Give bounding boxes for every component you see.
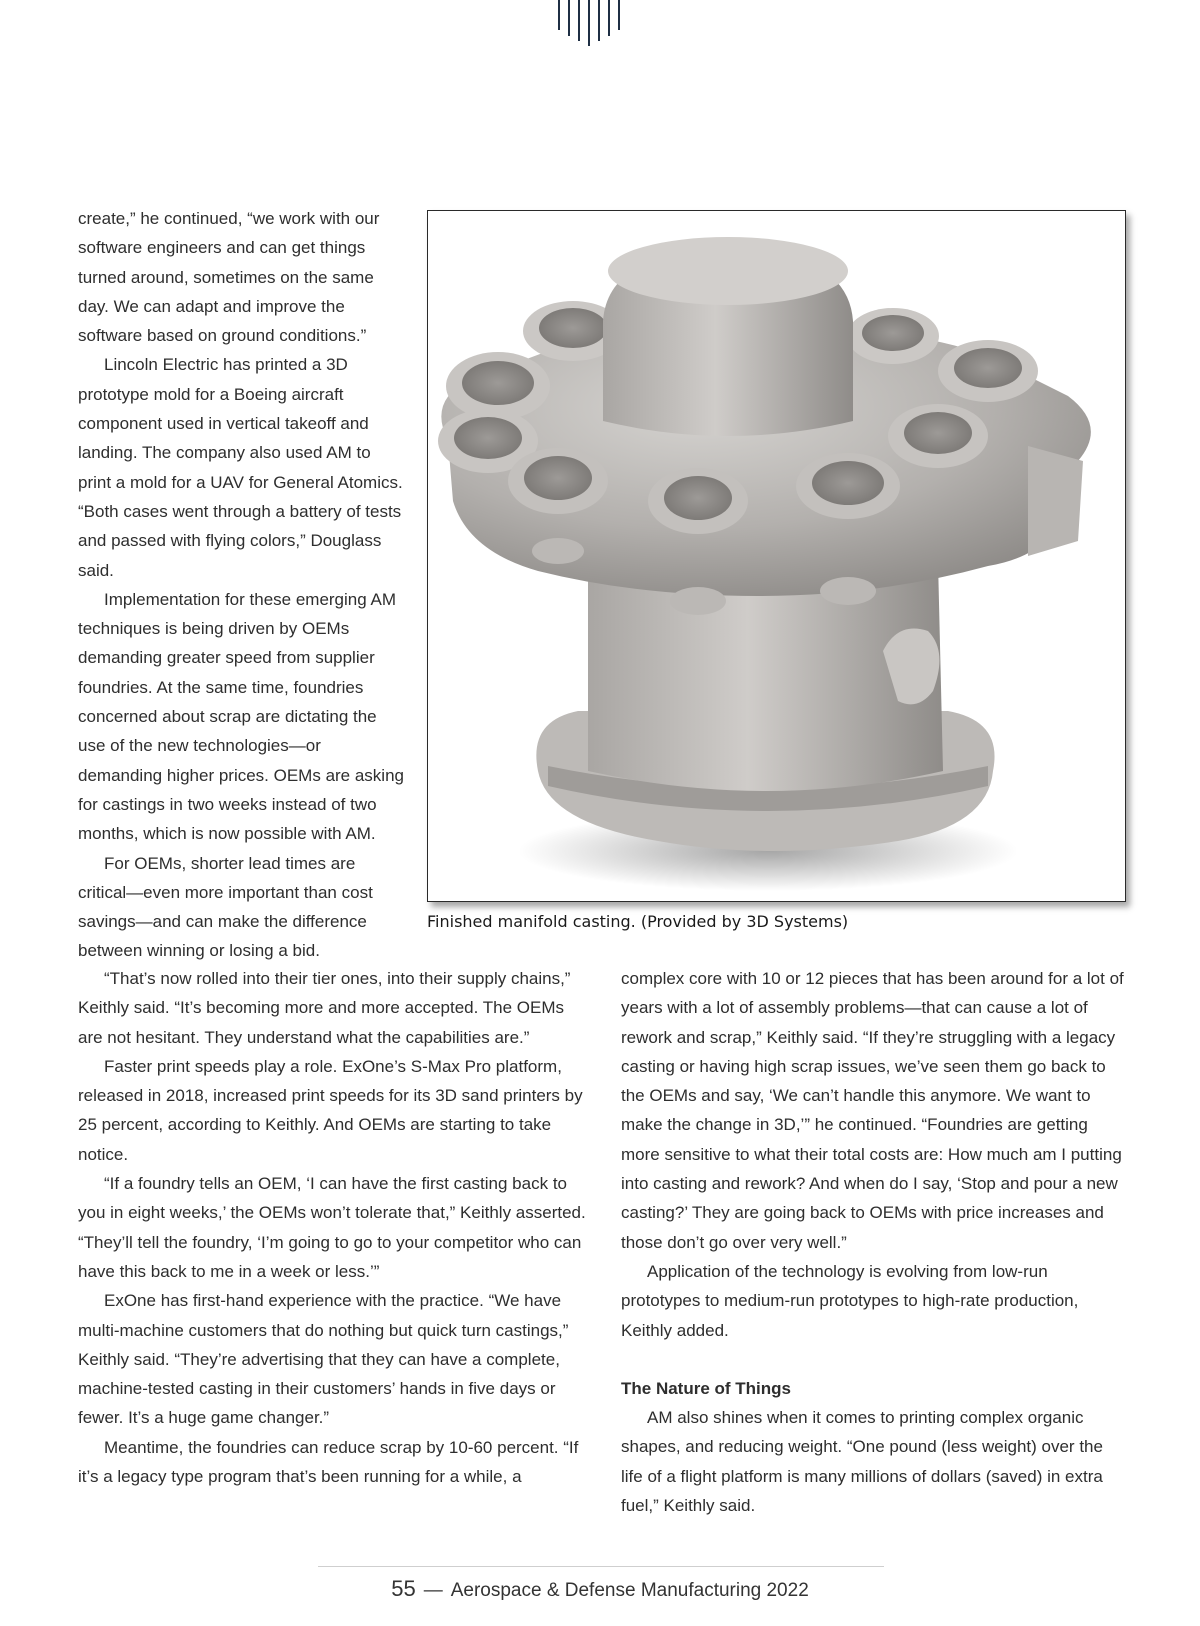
footer-divider <box>318 1566 884 1567</box>
paragraph: Meantime, the foundries can reduce scrap by 10-60 percent. “If it’s a legacy type program that’s been running for a while, a <box>78 1437 579 1487</box>
paragraph: ExOne has first-hand experience with the practice. “We have multi-machine customers that do nothing but quick turn castings,” Keithly said. “They’re advertising that they can have a complete, machine-tested casting in their customers’ hands in five days or fewer. It’s a huge game changer.” <box>78 1291 569 1428</box>
manifold-casting-photo <box>427 210 1126 902</box>
publication-title: Aerospace & Defense Manufacturing 2022 <box>450 1580 809 1601</box>
paragraph: AM also shines when it comes to printing complex organic shapes, and reducing weight. “One pound (less weight) over the life of a flight platform is many millions of dollars (saved) in extra fuel,” Keithly said. <box>621 1408 1103 1516</box>
paragraph: complex core with 10 or 12 pieces that has been around for a lot of years with a lot of assembly problems—that can cause a lot of rework and scrap,” Keithly said. “If they’re struggling with a legacy casting or having high scrap issues, we’ve seen them go back to the OEMs and say, ‘We can’t handle this anymore. We want to make the change in 3D,’” he continued. “Foundries are getting more sensitive to what their total costs are: How much am I putting into casting and rework? And when do I say, ‘Stop and pour a new casting?’ They are going back to OEMs with price increases and those don’t go over very well.” <box>621 969 1124 1252</box>
footer-separator: — <box>423 1580 443 1601</box>
page-number: 55 <box>391 1576 416 1601</box>
paragraph: For OEMs, shorter lead times are critical—even more important than cost savings—and can make the difference between winning or losing a bid. <box>78 853 373 961</box>
page-footer <box>0 1576 1200 1602</box>
paragraph: Application of the technology is evolving from low-run prototypes to medium-run prototypes to high-rate production, Keithly added. <box>621 1261 1079 1340</box>
paragraph: “That’s now rolled into their tier ones, into their supply chains,” Keithly said. “It’s becoming more and more accepted. The OEMs are not hesitant. They understand what the capabilities are.” <box>78 969 571 1047</box>
figure-caption: Finished manifold casting. (Provided by 3D Systems) <box>427 912 849 931</box>
article-column-left <box>78 964 588 1491</box>
section-subhead: The Nature of Things <box>621 1378 791 1398</box>
paragraph: Implementation for these emerging AM techniques is being driven by OEMs demanding greater speed from supplier foundries. At the same time, foundries concerned about scrap are dictating the use of the new technologies—or demanding higher prices. OEMs are asking for castings in two weeks instead of two months, which is now possible with AM. <box>78 589 404 844</box>
paragraph: Lincoln Electric has printed a 3D prototype mold for a Boeing aircraft component used in vertical takeoff and landing. The company also used AM to print a mold for a UAV for General Atomics. “Both cases went through a battery of tests and passed with flying colors,” Douglass said. <box>78 355 403 580</box>
article-column-right <box>621 964 1126 1520</box>
header-ornament <box>558 0 642 48</box>
paragraph: Faster print speeds play a role. ExOne’s S-Max Pro platform, released in 2018, increased print speeds for its 3D sand printers by 25 percent, according to Keithly. And OEMs are starting to take notice. <box>78 1056 583 1164</box>
paragraph: create,” he continued, “we work with our software engineers and can get things turned around, sometimes on the same day. We can adapt and improve the software based on ground conditions.” <box>78 209 380 346</box>
article-column-top <box>78 204 404 966</box>
paragraph: “If a foundry tells an OEM, ‘I can have the first casting back to you in eight weeks,’ the OEMs won’t tolerate that,” Keithly asserted. “They’ll tell the foundry, ‘I’m going to go to your competitor who can have this back to me in a week or less.’” <box>78 1174 586 1281</box>
